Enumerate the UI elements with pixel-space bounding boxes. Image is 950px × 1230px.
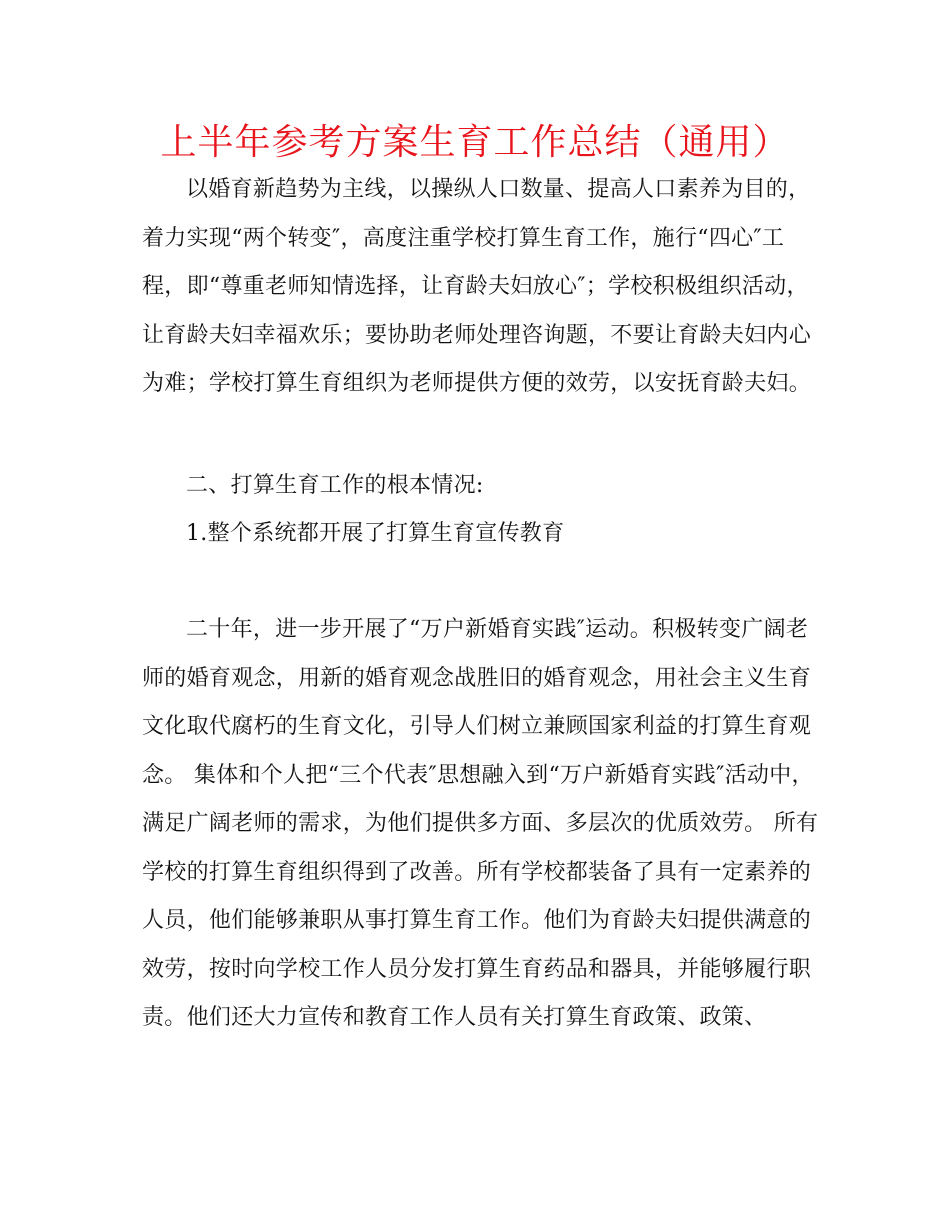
paragraph-body: 二十年，进一步开展了“万户新婚育实践″运动。积极转变广阔老师的婚育观念，用新的婚育观念战胜旧的婚育观念，用社会主义生育文化取代腐朽的生育文化，引导人们树立兼顾国家利益的打算生育观念。 集体和个人把“三个代表″思想融入到“万户新婚育实践″活动中，满足广阔老师的需求，为他们提供多方面、多层次的优质效劳。 所有学校的打算生育组织得到了改善。所有学校都装备了具有一定素养的人员，他们能够兼职从事打算生育工作。他们为育龄夫妇提供满意的效劳，按时向学校工作人员分发打算生育药品和器具，并能够履行职责。他们还大力宣传和教育工作人员有关打算生育政策、政策、	[142, 617, 819, 1030]
subsection-heading: 1.整个系统都开展了打算生育宣传教育	[186, 521, 565, 546]
paragraph-intro: 以婚育新趋势为主线，以操纵人口数量、提高人口素养为目的，着力实现“两个转变″，高度注重学校打算生育工作，施行“四心″工程，即“尊重老师知情选择，让育龄夫妇放心″；学校积极组织活动，让育龄夫妇幸福欢乐；要协助老师处理咨询题，不要让育龄夫妇内心为难；学校打算生育组织为老师提供方便的效劳，以安抚育龄夫妇。	[142, 177, 812, 396]
section-heading: 二、打算生育工作的根本情况:	[186, 473, 484, 498]
document-title: 上半年参考方案生育工作总结（通用）	[160, 122, 790, 163]
